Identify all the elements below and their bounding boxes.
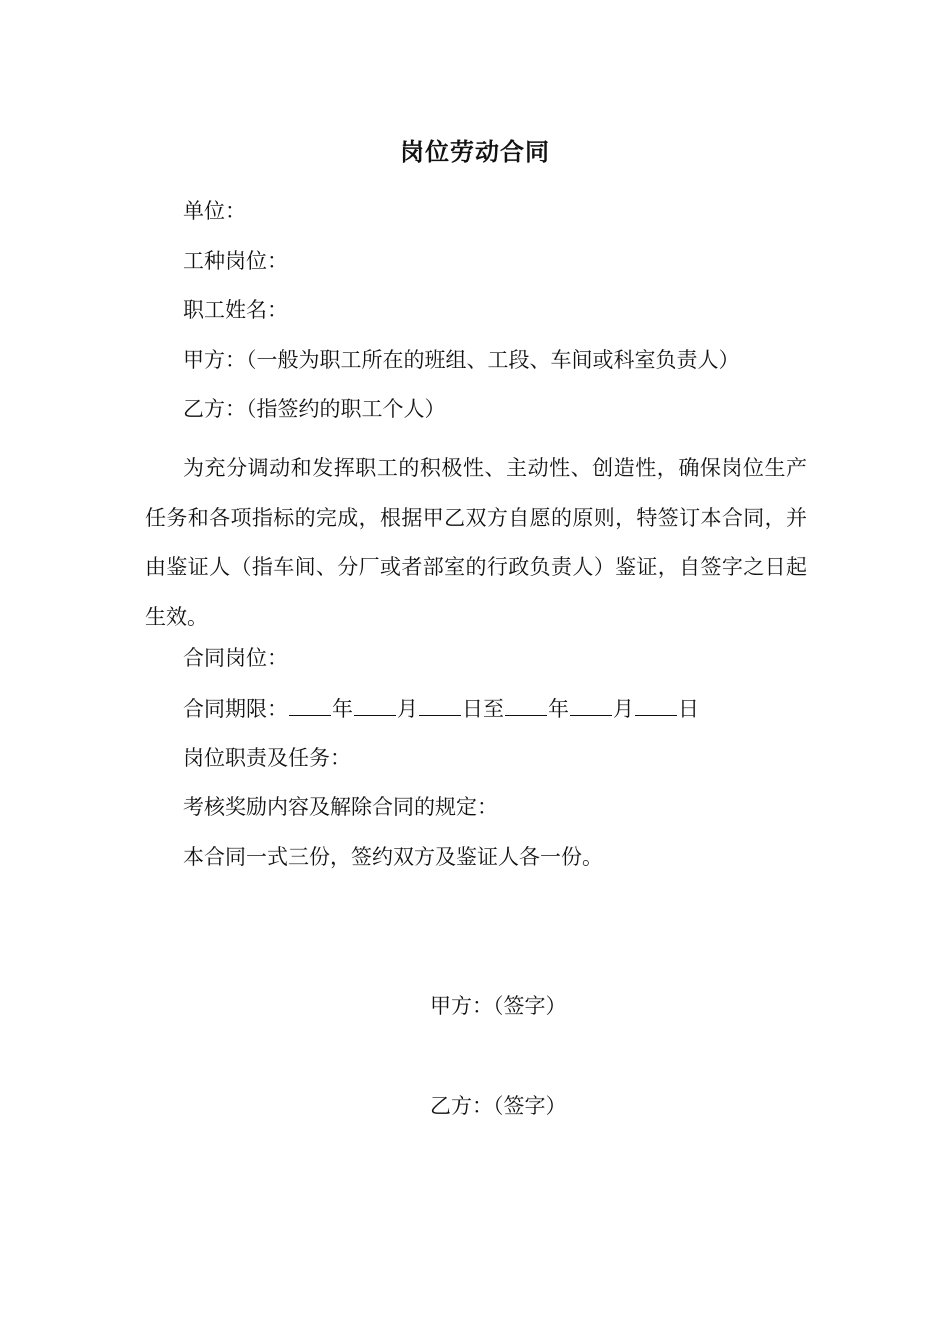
day-to-label: 日至 xyxy=(462,697,504,721)
party-b-signature: 乙方：（签字） xyxy=(430,1094,567,1118)
month-label: 月 xyxy=(397,697,418,721)
employee-name-field: 职工姓名： xyxy=(183,298,288,322)
assessment-field: 考核奖励内容及解除合同的规定： xyxy=(183,795,498,819)
end-month-blank[interactable] xyxy=(570,693,612,716)
party-a-label: 甲方： xyxy=(183,348,246,372)
party-b-line xyxy=(183,394,446,424)
month-label: 月 xyxy=(613,697,634,721)
year-label: 年 xyxy=(332,697,353,721)
duties-field: 岗位职责及任务： xyxy=(183,746,351,770)
party-a-line xyxy=(183,345,740,375)
day-label: 日 xyxy=(678,697,699,721)
contract-position-field: 合同岗位： xyxy=(183,646,288,670)
unit-field: 单位： xyxy=(183,199,246,223)
start-month-blank[interactable] xyxy=(354,693,396,716)
party-b-note: （指签约的职工个人） xyxy=(246,397,446,421)
job-position-field: 工种岗位： xyxy=(183,249,288,273)
start-year-blank[interactable] xyxy=(289,693,331,716)
year-label: 年 xyxy=(548,697,569,721)
party-b-label: 乙方： xyxy=(183,397,246,421)
contract-term-line xyxy=(183,693,699,724)
party-a-note: （一般为职工所在的班组、工段、车间或科室负责人） xyxy=(246,348,740,372)
start-day-blank[interactable] xyxy=(419,693,461,716)
contract-term-label: 合同期限： xyxy=(183,697,288,721)
end-year-blank[interactable] xyxy=(505,693,547,716)
document-title: 岗位劳动合同 xyxy=(400,137,550,166)
party-a-signature: 甲方：（签字） xyxy=(430,994,567,1018)
copies-statement: 本合同一式三份，签约双方及鉴证人各一份。 xyxy=(183,845,603,869)
preamble-paragraph: 为充分调动和发挥职工的积极性、主动性、创造性，确保岗位生产任务和各项指标的完成，根据甲乙双方自愿的原则，特签订本合同，并由鉴证人（指车间、分厂或者部室的行政负责人）鉴证，自签字之日起生效。 xyxy=(145,456,807,629)
end-day-blank[interactable] xyxy=(635,693,677,716)
